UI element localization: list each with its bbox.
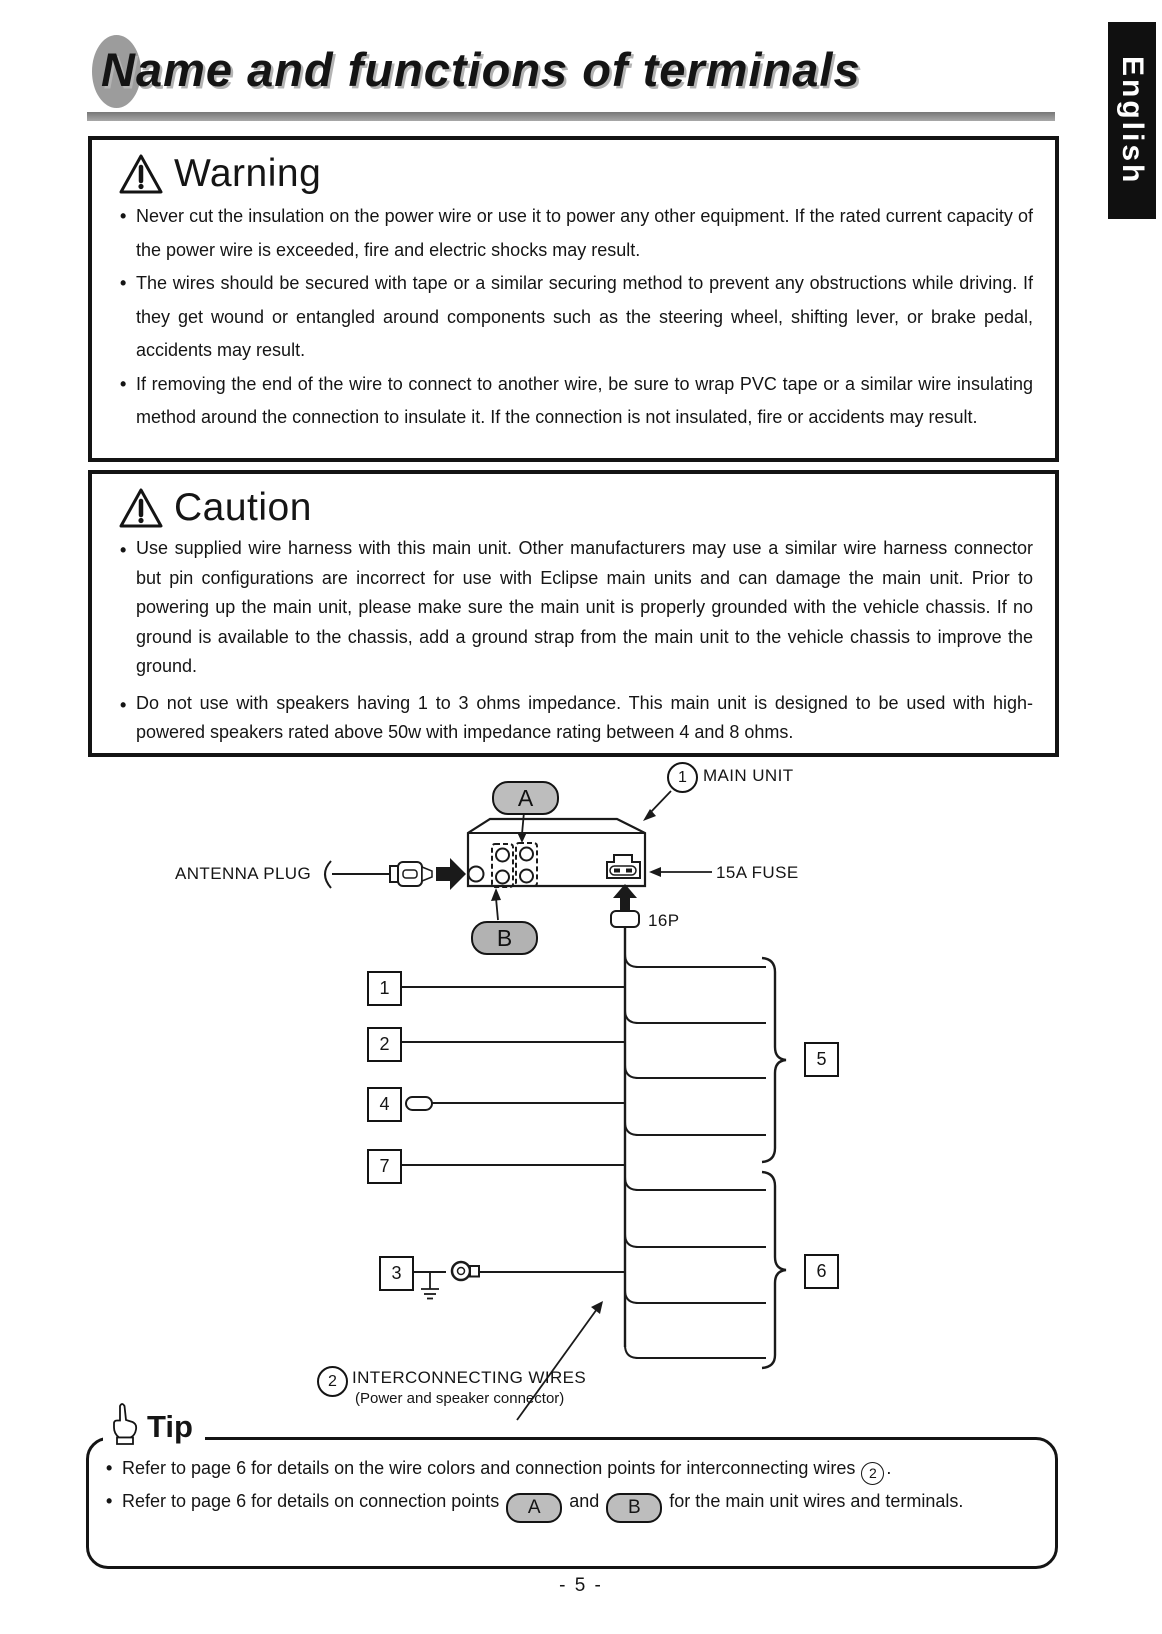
wire-tag-3-label: 3 xyxy=(391,1263,402,1283)
connector-16p-icon xyxy=(611,911,639,927)
bullet-marker: • xyxy=(106,1458,113,1478)
interconnecting-ref-number: 2 xyxy=(869,1465,877,1481)
wire-tag-2 xyxy=(367,1027,402,1062)
bullet-marker: • xyxy=(120,373,127,394)
connection-point-a-inline-badge xyxy=(506,1493,562,1523)
antenna-plug-drawing xyxy=(325,861,432,888)
wire-tag-4 xyxy=(367,1087,402,1122)
wire-tag-4-label: 4 xyxy=(379,1094,390,1114)
warning-item-text: The wires should be secured with tape or a similar securing method to prevent any obstructions while driving. If they get wound or entangled around components such as the steering wheel, shifting lever, or brake pedal, accidents may result. xyxy=(136,273,1033,360)
caution-heading: Caution xyxy=(174,486,312,529)
tip-item xyxy=(106,1485,990,1523)
warning-heading: Warning xyxy=(174,152,322,195)
harness-wires xyxy=(400,924,766,1358)
wire-tag-3 xyxy=(379,1256,414,1291)
wiring-diagram-linework xyxy=(0,750,1162,1422)
tip-item2-post: for the main unit wires and terminals. xyxy=(669,1491,964,1511)
caution-box xyxy=(88,470,1059,757)
inline-point-b-label: B xyxy=(627,1497,641,1518)
interconnecting-ref-badge xyxy=(861,1462,884,1485)
tip-items xyxy=(106,1452,990,1523)
wire-group-tag-6-label: 6 xyxy=(816,1261,827,1281)
tip-item xyxy=(106,1452,990,1485)
wire-tag-7 xyxy=(367,1149,402,1184)
title-underline-bar xyxy=(87,112,1055,121)
main-unit-callout-number xyxy=(667,762,698,793)
warning-box xyxy=(88,136,1059,462)
wire-tag-1 xyxy=(367,971,402,1006)
tip-header xyxy=(103,1402,205,1448)
warning-items xyxy=(120,200,1033,435)
connection-point-a-label: A xyxy=(517,784,534,811)
connector-16p-label: 16P xyxy=(648,911,680,930)
antenna-insert-arrow xyxy=(436,858,466,890)
warning-header xyxy=(118,152,1055,196)
wire-tag-7-label: 7 xyxy=(379,1156,390,1176)
tip-item1-text: Refer to page 6 for details on the wire colors and connection points for interconnecting wires xyxy=(122,1458,856,1478)
wire-group-tag-5 xyxy=(804,1042,839,1077)
warning-item xyxy=(120,267,1033,368)
fuse-label: 15A FUSE xyxy=(716,863,799,882)
wire-tag-2-label: 2 xyxy=(379,1034,390,1054)
tip-item-text xyxy=(122,1452,891,1485)
caution-triangle-icon xyxy=(118,487,164,529)
page-number: - 5 - xyxy=(559,1575,603,1596)
wire-group-tag-5-label: 5 xyxy=(816,1049,827,1069)
wire-tag-1-label: 1 xyxy=(379,978,390,998)
warning-item-text: Never cut the insulation on the power wire or use it to power any other equipment. If the rated current capacity of the power wire is exceeded, fire and electric shocks may result. xyxy=(136,206,1033,260)
tip-item2-pre: Refer to page 6 for details on connection points xyxy=(122,1491,500,1511)
wire-group-braces xyxy=(762,958,786,1368)
connection-point-a-badge xyxy=(492,781,559,815)
caution-item-text: Use supplied wire harness with this main unit. Other manufacturers may use a similar wire harness connector but pin configurations are incorrect for use with Eclipse main units and can damage the main unit. Prior to powering up the main unit, please make sure the main unit is properly grounded with the vehicle chassis. If no ground is available to the chassis, add a ground strap from the main unit to the vehicle chassis to improve the ground. xyxy=(136,538,1033,676)
interconnecting-wires-label: INTERCONNECTING WIRES xyxy=(352,1368,587,1387)
bullet-marker: • xyxy=(120,540,127,560)
caution-item xyxy=(120,534,1033,682)
bullet-marker: • xyxy=(120,206,127,226)
wire-group-tag-6 xyxy=(804,1254,839,1289)
connection-point-b-inline-badge xyxy=(606,1493,662,1523)
tip-item1-suffix: . xyxy=(886,1458,892,1478)
ground-terminal-drawing xyxy=(412,1262,479,1299)
tip-item-text xyxy=(122,1485,963,1523)
tip-item2-mid: and xyxy=(569,1491,600,1511)
warning-triangle-icon xyxy=(118,153,164,195)
interconnecting-number: 2 xyxy=(328,1372,337,1390)
language-tab xyxy=(1108,22,1156,219)
main-unit-drawing xyxy=(468,819,645,887)
connection-point-b-label: B xyxy=(496,924,513,951)
connection-point-b-badge xyxy=(471,921,538,955)
caution-item xyxy=(120,689,1033,748)
pointing-hand-icon xyxy=(109,1402,139,1448)
caution-header xyxy=(118,486,1055,530)
bullet-marker: • xyxy=(120,694,127,715)
inline-point-a-label: A xyxy=(527,1497,541,1518)
bullet-marker: • xyxy=(106,1491,113,1511)
page-title: Name and functions of terminals xyxy=(101,43,861,96)
language-tab-label: English xyxy=(1116,55,1149,186)
bullet-marker: • xyxy=(120,273,127,293)
antenna-plug-label: ANTENNA PLUG xyxy=(175,864,312,883)
connector-insert-arrow xyxy=(613,884,637,912)
caution-item-text: Do not use with speakers having 1 to 3 ohms impedance. This main unit is designed to be used with high-powered speakers rated above 50w with impedance rating between 4 and 8 ohms. xyxy=(136,692,1033,742)
main-unit-label: MAIN UNIT xyxy=(703,766,794,785)
interconnecting-wires-sublabel: (Power and speaker connector) xyxy=(355,1390,565,1407)
caution-items xyxy=(120,534,1033,748)
tip-heading: Tip xyxy=(147,1408,193,1444)
warning-item xyxy=(120,200,1033,267)
interconnecting-callout-number xyxy=(317,1366,348,1397)
warning-item-text: If removing the end of the wire to connect to another wire, be sure to wrap PVC tape or a similar wire insulating method around the connection to insulate it. If the connection is not insulated, fire or accidents may result. xyxy=(136,373,1033,427)
main-unit-number: 1 xyxy=(678,768,687,786)
warning-item xyxy=(120,368,1033,435)
